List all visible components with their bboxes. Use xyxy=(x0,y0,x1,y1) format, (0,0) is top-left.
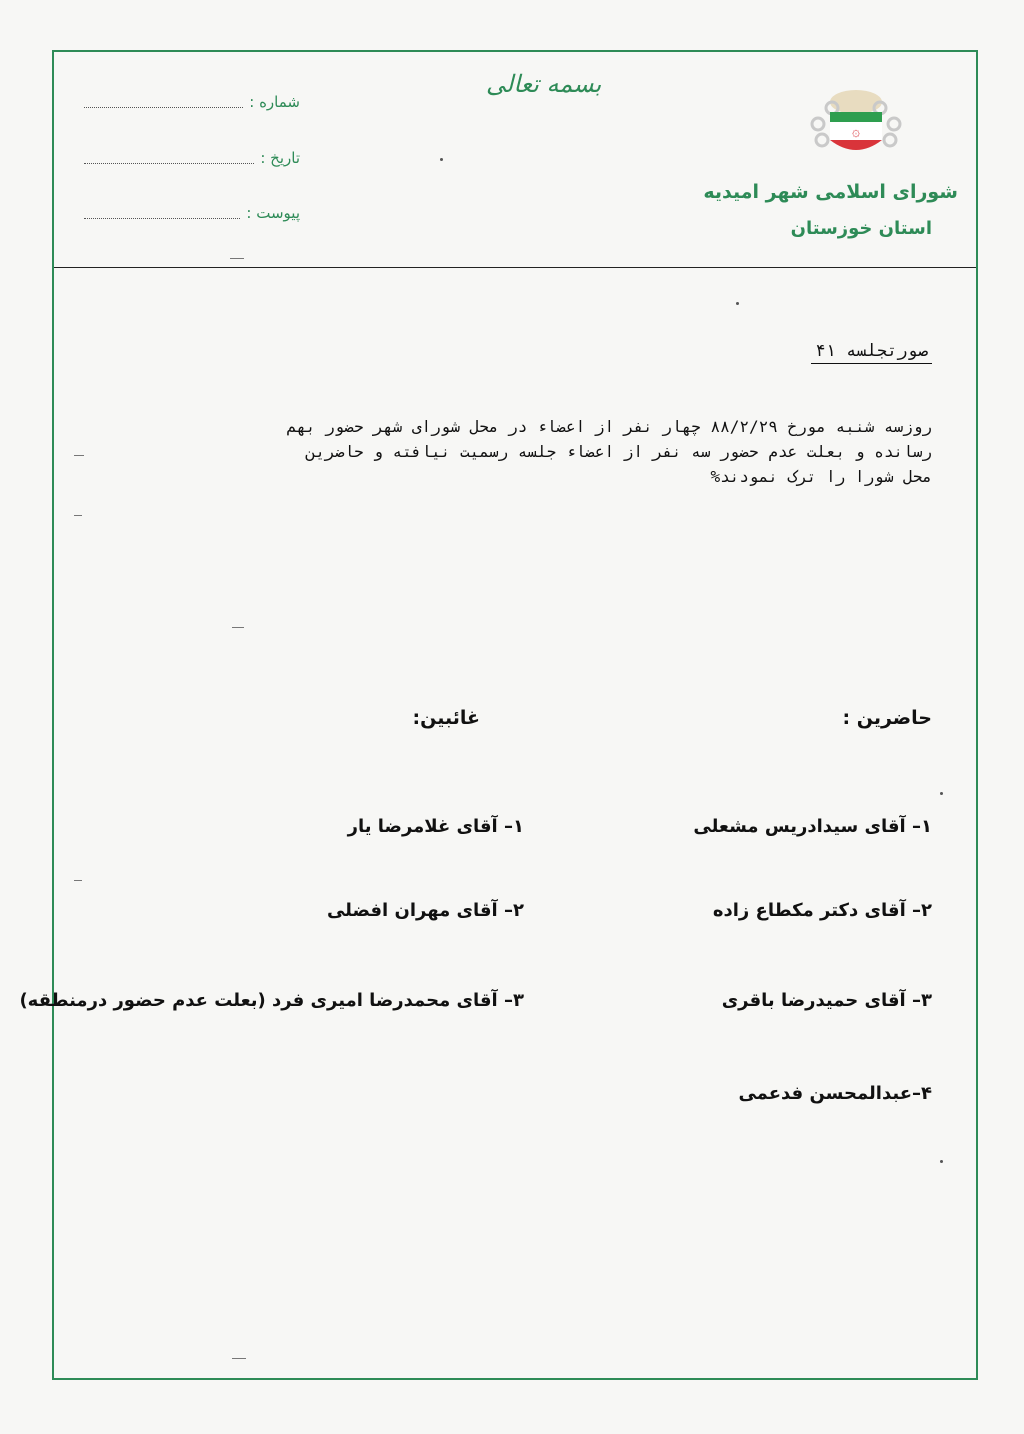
present-item: ۳– آقای حمیدرضا باقری xyxy=(721,990,932,1011)
scan-speck xyxy=(736,302,739,305)
present-heading: حاضرین : xyxy=(842,707,932,729)
scan-speck xyxy=(940,792,943,795)
minutes-body xyxy=(96,414,932,489)
present-item: ۱– آقای سیدادریس مشعلی xyxy=(693,816,932,837)
present-item: ۴–عبدالمحسن فدعمی xyxy=(738,1083,932,1104)
header-divider xyxy=(54,267,976,268)
bismillah-calligraphy: بسمه تعالی xyxy=(486,70,602,98)
body-line: رسانده و بعلت عدم حضور سه نفر از اعضاء جلسه رسمیت نیافته و حاضرین xyxy=(305,442,932,461)
organization-name: شورای اسلامی شهر امیدیه xyxy=(703,181,958,203)
council-emblem-icon xyxy=(800,84,912,164)
flag-green-band xyxy=(830,112,882,122)
attachment-field xyxy=(84,201,300,225)
number-dotted-line xyxy=(84,107,243,108)
absent-item: ۱– آقای غلامرضا یار xyxy=(347,816,524,837)
absent-heading: غائبین: xyxy=(412,707,480,729)
attachment-label: پیوست : xyxy=(246,204,300,222)
scan-speck xyxy=(232,627,244,628)
province-name: استان خوزستان xyxy=(790,218,932,239)
scan-speck xyxy=(440,158,443,161)
absent-item: ۲– آقای مهران افضلی xyxy=(326,900,524,921)
scan-speck xyxy=(74,515,82,516)
date-dotted-line xyxy=(84,163,254,164)
attachment-dotted-line xyxy=(84,218,240,219)
scan-speck xyxy=(74,880,82,881)
scan-speck xyxy=(74,455,84,456)
number-field xyxy=(84,90,300,114)
number-label: شماره : xyxy=(249,93,300,111)
flag-red-band xyxy=(830,140,882,150)
emblem-symbol: ۞ xyxy=(851,124,861,140)
scan-speck xyxy=(230,258,244,259)
date-label: تاریخ : xyxy=(260,149,300,167)
scan-speck xyxy=(940,1160,943,1163)
body-line: محل شورا را ترک نمودند% xyxy=(710,467,932,486)
absent-item: ۳– آقای محمدرضا امیری فرد (بعلت عدم حضور درمنطقه) xyxy=(19,990,524,1011)
present-item: ۲– آقای دکتر مکطاع زاده xyxy=(712,900,932,921)
document-title: صورتجلسه ۴۱ xyxy=(811,341,932,364)
scan-speck xyxy=(232,1358,246,1359)
page-border xyxy=(52,50,978,1380)
body-line: روزسه شنبه مورخ ۸۸/۲/۲۹ چهار نفر از اعضاء در محل شورای شهر حضور بهم xyxy=(286,417,932,436)
date-field xyxy=(84,146,300,170)
